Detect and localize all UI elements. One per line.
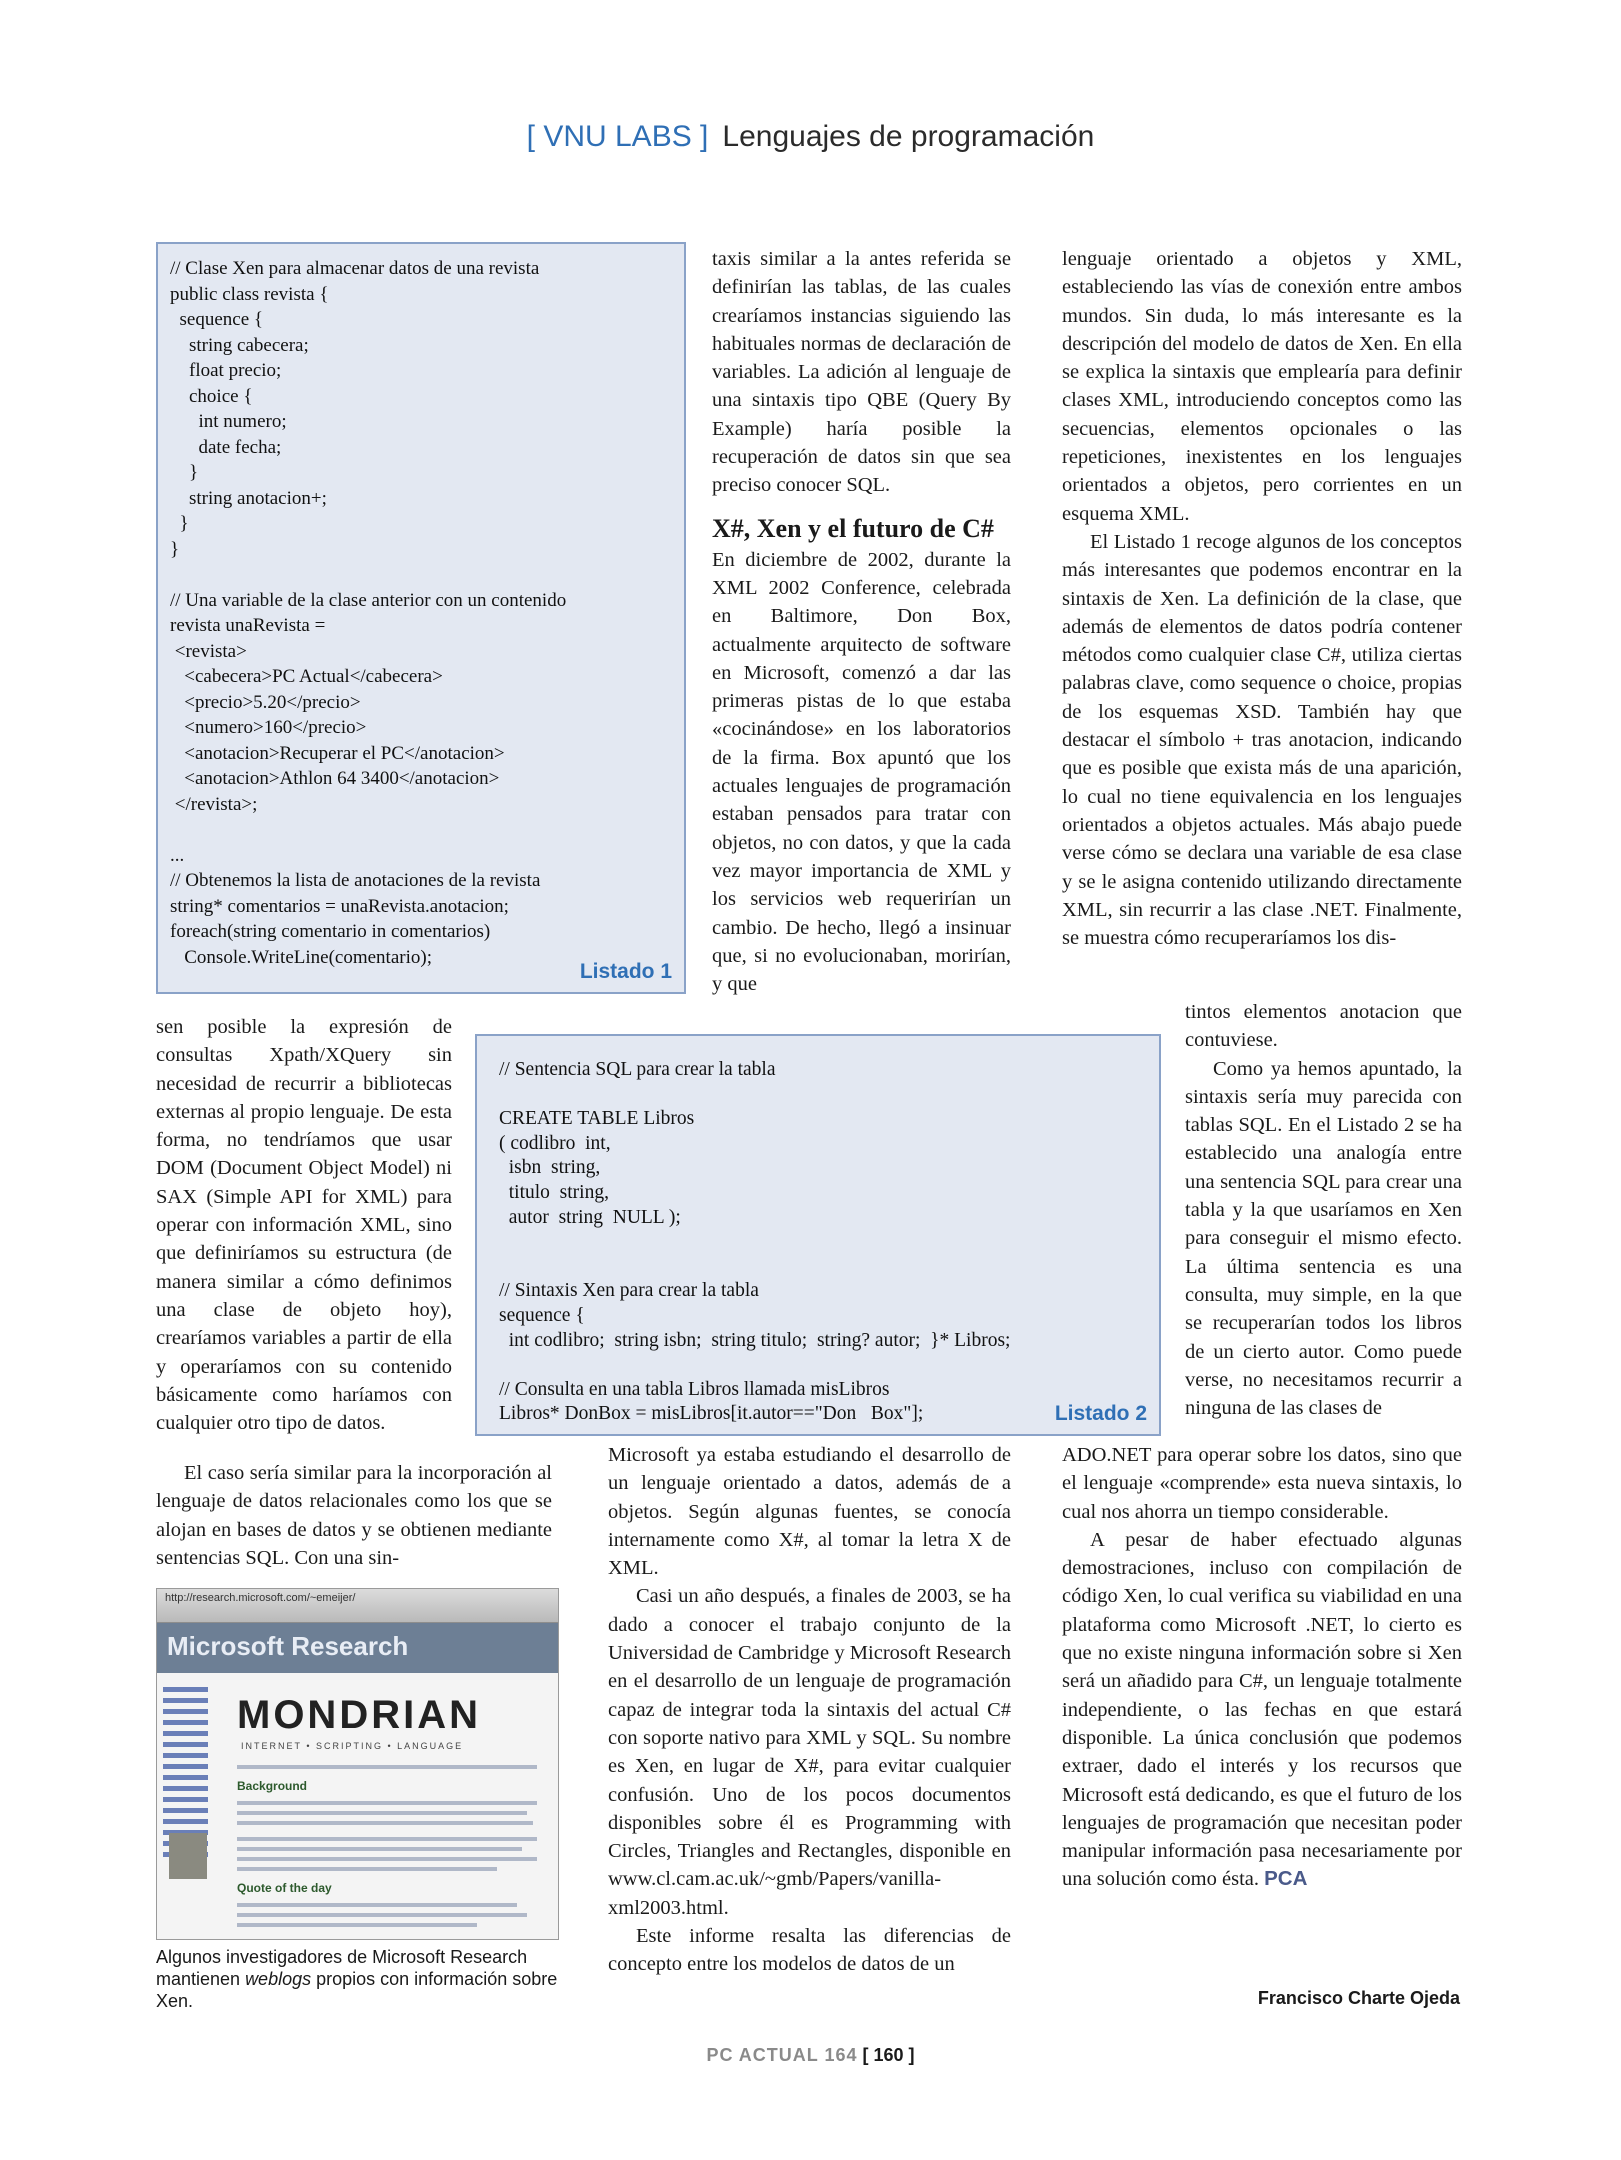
paragraph: tintos elementos anotacion que contuviese. [1185, 1001, 1462, 1052]
paragraph: Este informe resalta las diferencias de concepto entre los modelos de datos de un [608, 1925, 1011, 1976]
paragraph: ADO.NET para operar sobre los datos, sino que el lenguaje «comprende» esta nueva sintaxis, lo cual nos ahorra un tiempo considerable. [1062, 1444, 1462, 1523]
portrait-photo [169, 1833, 207, 1879]
paragraph: Como ya hemos apuntado, la sintaxis sería muy parecida con tablas SQL. En el Listado 2 se ha establecido una analogía entre una sentencia SQL para crear una tabla y la que usaríamos en Xen para conseguir el mismo efecto. La última sentencia es una consulta, muy simple, en la que se recuperarían todos los libros de un cierto autor. Como puede verse, no necesitamos recurrir a ninguna de las clases de [1185, 1057, 1462, 1420]
paragraph: A pesar de haber efectuado algunas demostraciones, incluso con compilación de código Xen, lo cual verifica su viabilidad en una plataforma como Microsoft .NET, lo cierto es que no existe ninguna información sobre si Xen será un añadido para C#, un lenguaje totalmente independiente, o las fechas en que estará disponible. La única conclusión que podemos extraer, dado el interés y los recursos que Microsoft está dedicando, es que el futuro de los lenguajes de programación que necesitan poder manipular información pasa necesariamente por una solución como ésta. PCA [1062, 1528, 1462, 1891]
header-section: Lenguajes de programación [722, 120, 1095, 153]
paragraph: En diciembre de 2002, durante la XML 2002 Conference, celebrada en Baltimore, Don Box, actualmente arquitecto de software en Microsoft, comenzó a dar las primeras pistas de lo que estaba «cocinándose» en los laboratorios de la firma. Box apuntó que los actuales lenguajes de programación estaban pensados para tratar con objetos, no con datos, y que la cada vez mayor importancia de XML y los servicios web requerirían un cambio. De hecho, llegó a insinuar que, si no evolucionaban, morirían, y que [712, 548, 1011, 996]
mondrian-title: MONDRIAN [237, 1693, 481, 1737]
sidebar-links [163, 1681, 219, 1851]
paragraph: taxis similar a la antes referida se definirían las tablas, de las cuales crearíamos instancias siguiendo las habituales normas de declaración de variables. La adición al lenguaje de una sintaxis tipo QBE (Query By Example) haría posible la recuperación de datos sin que sea preciso conocer SQL. [712, 248, 1011, 497]
column-3-text-lower [1062, 1441, 1462, 1894]
column-2-text-lower [608, 1441, 1011, 1979]
header-kicker: [ VNU LABS ] [526, 120, 709, 153]
listing-1-code: // Clase Xen para almacenar datos de una revista public class revista { sequence { string cabecera; float precio; choice { int numero; date fecha; } string anotacion+; } } // Una variable de la clase anterior con un contenido revista unaRevista = <revista> <cabecera>PC Actual</cabecera> <precio>5.20</precio> <numero>160</precio> <anotacion>Recuperar el PC</anotacion> <anotacion>Athlon 64 3400</anotacion> </revista>; ... // Obtenemos la lista de anotaciones de la revista string* comentarios = unaRevista.anotacion; foreach(string comentario in comentarios) Console.WriteLine(comentario); [170, 258, 567, 968]
paragraph: Microsoft ya estaba estudiando el desarrollo de un lenguaje orientado a datos, además de a objetos. Según algunas fuentes, se conocía internamente como X#, al tomar la letra X de XML. [608, 1444, 1011, 1580]
paragraph: El caso sería similar para la incorporación al lenguaje de datos relacionales como los que se alojan en bases de datos y se obtienen mediante sentencias SQL. Con una sin- [156, 1462, 552, 1569]
listing-1-label: Listado 1 [579, 960, 672, 983]
column-1-text-wide [156, 1459, 552, 1572]
mondrian-tagline: INTERNET • SCRIPTING • LANGUAGE [241, 1741, 464, 1751]
browser-screenshot [156, 1588, 559, 1940]
listing-2-code: // Sentencia SQL para crear la tabla CREATE TABLE Libros ( codlibro int, isbn string, titulo string, autor string NULL ); // Sintaxis Xen para crear la tabla sequence { int codlibro; string isbn; string titulo; string? autor; }* Libros; // Consulta en una tabla Libros llamada misLibros Libros* DonBox = misLibros[it.autor=="Don Box"]; [499, 1059, 1011, 1425]
browser-toolbar [157, 1589, 558, 1623]
quote-heading: Quote of the day [237, 1881, 332, 1895]
author-name: Francisco Charte Ojeda [1257, 1988, 1460, 2008]
signoff-pca: PCA [1264, 1867, 1308, 1891]
column-3-text-narrow [1185, 998, 1462, 1422]
paragraph: Casi un año después, a finales de 2003, se ha dado a conocer el trabajo conjunto de la Universidad de Cambridge y Microsoft Research en el desarrollo de un lenguaje de programación capaz de integrar toda la sintaxis del actual C# con soporte nativo para XML y SQL. Su nombre es Xen, en lugar de X#, para evitar cualquier confusión. Uno de los pocos documentos disponibles sobre él es Programming with Circles, Triangles and Rectangles, disponible en www.cl.cam.ac.uk/~gmb/Papers/vanilla-xml2003.html. [608, 1585, 1011, 1919]
code-listing-2 [475, 1034, 1161, 1436]
url-bar: http://research.microsoft.com/~emeijer/ [165, 1592, 356, 1604]
page-number: [ 160 ] [862, 2045, 915, 2065]
paragraph: El Listado 1 recoge algunos de los conceptos más interesantes que podemos encontrar en la sintaxis de Xen. La definición de la clase, que además de elementos de datos podría contener métodos como cualquier clase C#, utiliza ciertas palabras clave, como sequence o choice, propias de los esquemas XSD. También hay que destacar el símbolo + tras anotacion, indicando que es posible que exista más de una aparición, lo cual no tiene equivalencia en los lenguajes orientados a objetos actuales. Más abajo puede verse cómo se declara una variable de esa clase y se le asigna contenido utilizando directamente XML, sin recurrir a las clase .NET. Finalmente, se muestra cómo recuperaríamos los dis- [1062, 530, 1462, 950]
column-1-text [156, 1013, 452, 1437]
code-listing-1 [156, 242, 686, 994]
figure-caption: Algunos investigadores de Microsoft Research mantienen weblogs propios con información sobre Xen. [156, 1947, 558, 2011]
background-heading: Background [237, 1779, 308, 1793]
column-2-text [712, 245, 1011, 998]
paragraph: sen posible la expresión de consultas Xpath/XQuery sin necesidad de recurrir a bibliotecas externas al propio lenguaje. De esta forma, no tendríamos que usar DOM (Document Object Model) ni SAX (Simple API for XML) para operar con información XML, sino que definiríamos su estructura (de manera similar a cómo definimos una clase de objeto hoy), crearíamos variables a partir de ella y operaríamos con su contenido básicamente como haríamos con cualquier otro tipo de datos. [156, 1016, 452, 1435]
section-heading: X#, Xen y el futuro de C# [712, 513, 994, 543]
page-footer [0, 2045, 1621, 2066]
publication-name: PC ACTUAL 164 [706, 2045, 858, 2065]
page-header [0, 120, 1621, 154]
column-3-text [1062, 245, 1462, 952]
listing-2-label: Listado 2 [1054, 1402, 1147, 1425]
ms-research-banner: Microsoft Research [157, 1623, 558, 1673]
paragraph: lenguaje orientado a objetos y XML, estableciendo las vías de conexión entre ambos mundos. Sin duda, lo más interesante es la descripción del modelo de datos de Xen. En ella se explica la sintaxis que emplearía para definir clases XML, introduciendo conceptos como las secuencias, elementos opcionales o las repeticiones, inexistentes en los lenguajes orientados a objetos, pero corrientes en un esquema XML. [1062, 248, 1462, 525]
